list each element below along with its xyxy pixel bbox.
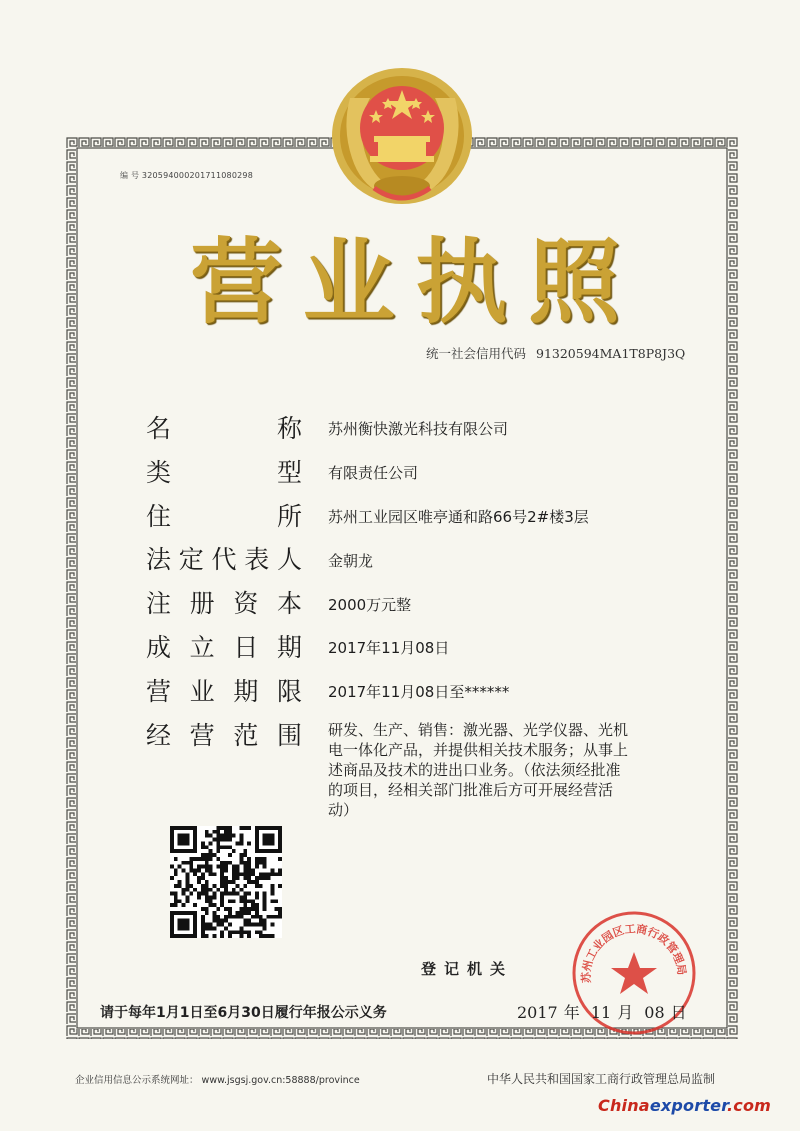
type-label: 类型: [146, 458, 302, 487]
type-value: 有限责任公司: [328, 464, 419, 482]
watermark-part: exporter: [649, 1096, 728, 1115]
issue-year-unit: 年: [563, 1003, 580, 1022]
term-label: 营业期限: [146, 677, 302, 706]
scope-line: 的项目，经相关部门批准后方可开展经营活: [328, 781, 614, 799]
title-char: 营: [190, 229, 283, 336]
serial-number: [120, 170, 253, 181]
registration-authority-label: 登记机关: [421, 960, 514, 978]
address-label: 住所: [146, 502, 302, 531]
legal-rep-value: 金朝龙: [328, 552, 374, 570]
name-value: 苏州衡快激光科技有限公司: [328, 420, 509, 438]
address-value: 苏州工业园区唯亭通和路66号2#楼3层: [328, 508, 589, 526]
document-title: [190, 228, 620, 338]
site-watermark: [598, 1096, 771, 1115]
scope-line: 电一体化产品，并提供相关技术服务；从事上: [328, 741, 629, 759]
watermark-part: .com: [727, 1096, 772, 1115]
serial-label: 编 号: [120, 171, 140, 180]
watermark-part: China: [598, 1096, 650, 1115]
annual-report-notice: 请于每年1月1日至6月30日履行年报公示义务: [100, 1005, 387, 1021]
capital-value: 2000万元整: [328, 596, 412, 614]
national-emblem-icon: [330, 58, 475, 208]
established-label: 成立日期: [146, 633, 302, 662]
scope-line: 动）: [328, 801, 359, 819]
issue-year: 2017: [517, 1003, 558, 1022]
title-char: 照: [527, 229, 620, 336]
credit-system-url[interactable]: www.jsgsj.gov.cn:58888/province: [201, 1075, 360, 1086]
scope-label: 经营范围: [146, 721, 302, 750]
legal-rep-label: 法定代表人: [146, 545, 302, 574]
issue-day: 08: [644, 1003, 665, 1022]
scope-value: [328, 720, 708, 820]
seal-text: 苏州工业园区工商行政管理局: [579, 922, 689, 984]
credit-system-label: 企业信用信息公示系统网址：: [75, 1075, 199, 1086]
issue-day-unit: 日: [670, 1003, 687, 1022]
scope-line: 述商品及技术的进出口业务。（依法须经批准: [328, 761, 621, 779]
qr-code-icon[interactable]: [170, 826, 282, 938]
capital-label: 注册资本: [146, 589, 302, 618]
name-label: 名称: [146, 414, 302, 443]
serial-value: 320594000201711080298: [141, 171, 253, 180]
title-char: 执: [415, 229, 508, 336]
credit-code: [426, 344, 685, 362]
established-value: 2017年11月08日: [328, 639, 450, 657]
credit-code-value: 91320594MA1T8P8J3Q: [536, 346, 686, 361]
issue-month-unit: 月: [617, 1003, 634, 1022]
term-value: 2017年11月08日至******: [328, 683, 510, 701]
credit-system-footer: [75, 1072, 360, 1086]
issue-month: 11: [590, 1003, 612, 1022]
scope-line: 研发、生产、销售：激光器、光学仪器、光机: [328, 721, 629, 739]
title-char: 业: [302, 229, 395, 336]
credit-code-label: 统一社会信用代码: [426, 346, 527, 361]
issue-date: [517, 1000, 693, 1023]
supervision-footer: 中华人民共和国国家工商行政管理总局监制: [487, 1072, 716, 1086]
